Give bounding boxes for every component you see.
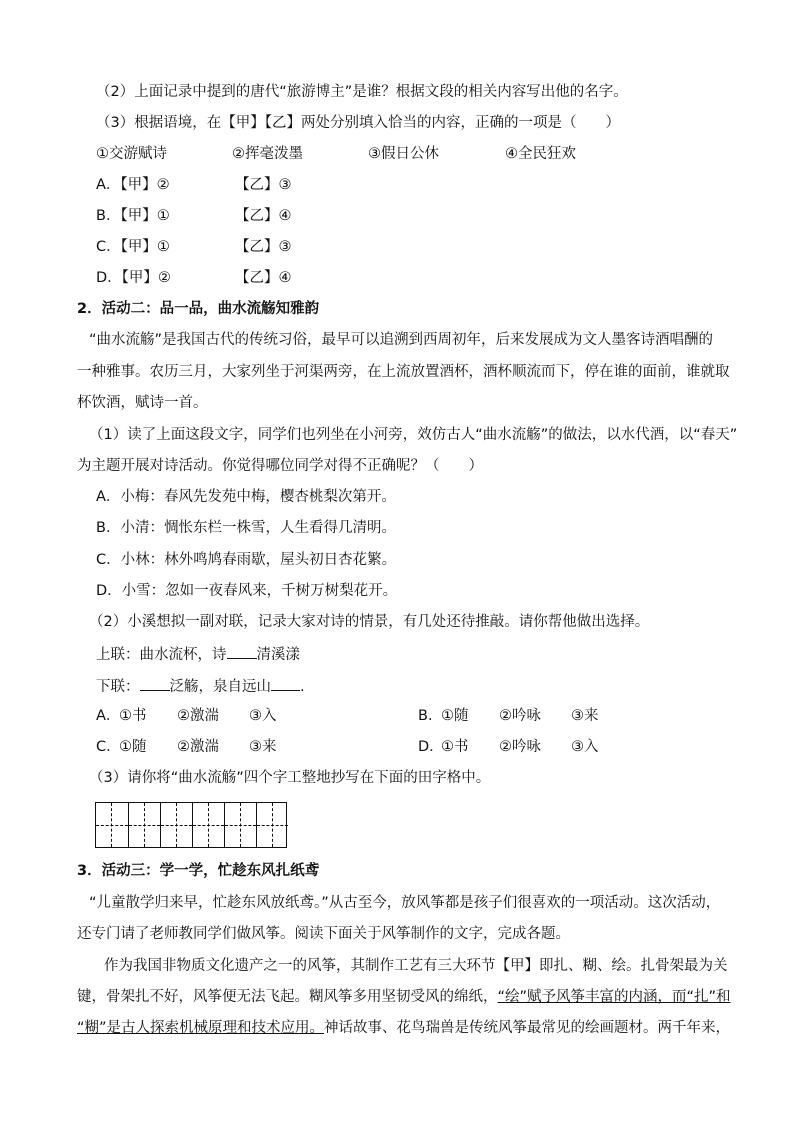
q3-intro-line-1: “儿童散学归来早，忙趁东风放纸鸢。”从古至今，放风筝都是孩子们很喜欢的一项活动。这次活动， — [89, 895, 721, 911]
q1-choice-3: ③假日公休 — [368, 146, 439, 162]
q3-passage-line-2-text: 键，骨架扎不好，风筝便无法飞起。糊风筝多用坚韧受风的绵纸， — [77, 989, 498, 1005]
q2-sub2-option-d-2: ②吟咏 — [499, 739, 541, 755]
q2-sub2-option-d-label[interactable]: D． — [418, 739, 444, 755]
q3-intro-line-2: 还专门请了老师教同学们做风筝。阅读下面关于风筝制作的文字，完成各题。 — [77, 926, 570, 942]
tianzige-cell[interactable] — [160, 803, 192, 847]
q2-sub3-text: （3）请你将“曲水流觞”四个字工整地抄写在下面的田字格中。 — [89, 770, 491, 786]
q2-para-line-1: “曲水流觞”是我国古代的传统习俗，最早可以追溯到西周初年，后来发展成为文人墨客诗酒唱酬的 — [89, 332, 714, 348]
tianzige-cell[interactable] — [224, 803, 256, 847]
q1-sub3-text: （3）根据语境，在【甲】【乙】两处分别填入恰当的内容，正确的一项是（ ） — [96, 115, 620, 131]
q2-sub1-option-b[interactable]: B．小清：惆怅东栏一株雪，人生看得几清明。 — [96, 520, 396, 536]
q1-option-b-yi: 【乙】④ — [235, 208, 292, 224]
q1-option-c-jia[interactable]: C．【甲】① — [96, 239, 170, 255]
q2-sub2-option-c-1: ①随 — [119, 739, 147, 755]
q1-choice-2: ②挥毫泼墨 — [232, 146, 303, 162]
tianzige-grid[interactable] — [95, 802, 287, 848]
q2-sub1-option-c[interactable]: C．小林：林外鸣鸠春雨歇，屋头初日杏花繁。 — [96, 552, 397, 568]
q2-sub2-option-a-1: ①书 — [119, 708, 147, 724]
q3-passage-line-3 — [77, 1018, 730, 1038]
q2-sub2-option-b-3: ③来 — [571, 708, 599, 724]
q2-sub2-option-a-label[interactable]: A． — [96, 708, 121, 724]
q2-sub1-line-2: 为主题开展对诗活动。你觉得哪位同学对得不正确呢？（ ） — [77, 458, 483, 474]
q2-sub1-option-a[interactable]: A．小梅：春风先发苑中梅，樱杏桃梨次第开。 — [96, 489, 396, 505]
q1-option-a-yi: 【乙】③ — [235, 177, 292, 193]
tianzige-cell[interactable] — [128, 803, 160, 847]
q1-choice-4: ④全民狂欢 — [505, 146, 576, 162]
q3-passage-line-3-text: 神话故事、花鸟瑞兽是传统风筝最常见的绘画题材。两千年来， — [324, 1020, 731, 1036]
couplet-upper-text-b: 清溪漾 — [256, 647, 300, 663]
couplet-lower-text-a: 下联： — [96, 679, 140, 695]
q2-sub2-option-d-3: ③入 — [571, 739, 599, 755]
q3-passage-line-2 — [77, 987, 731, 1007]
q2-sub2-option-d-1: ①书 — [441, 739, 469, 755]
q1-option-d-jia[interactable]: D．【甲】② — [96, 270, 171, 286]
tianzige-cell[interactable] — [96, 803, 128, 847]
couplet-lower-text-c: . — [300, 679, 305, 695]
q1-option-d-yi: 【乙】④ — [235, 270, 292, 286]
couplet-lower — [96, 675, 305, 697]
q3-passage-line-1: 作为我国非物质文化遗产之一的风筝，其制作工艺有三大环节【甲】即扎、糊、绘。扎骨架最为关 — [104, 958, 728, 974]
q1-option-c-yi: 【乙】③ — [235, 239, 292, 255]
q3-underlined-sentence-part-1: “绘”赋予风筝丰富的内涵，而“扎”和 — [497, 989, 731, 1005]
q2-sub2-option-c-2: ②激湍 — [177, 739, 219, 755]
q1-option-a-jia[interactable]: A．【甲】② — [96, 177, 170, 193]
couplet-upper-blank — [227, 643, 257, 659]
q2-sub1-line-1: （1）读了上面这段文字，同学们也列坐在小河旁，效仿古人“曲水流觞”的做法，以水代酒，以“春天” — [89, 427, 738, 443]
q2-sub2-option-b-2: ②吟咏 — [499, 708, 541, 724]
q2-sub2-option-b-1: ①随 — [441, 708, 469, 724]
couplet-lower-text-b: 泛觞，泉自远山 — [169, 679, 271, 695]
q2-sub2-option-c-3: ③来 — [249, 739, 277, 755]
q2-sub2-option-b-label[interactable]: B． — [418, 708, 443, 724]
q2-sub2-option-a-2: ②激湍 — [177, 708, 219, 724]
tianzige-cell[interactable] — [256, 803, 288, 847]
q3-title: 3．活动三：学一学，忙趁东风扎纸鸢 — [77, 863, 320, 879]
couplet-lower-blank-2 — [271, 675, 300, 691]
q1-sub2-text: （2）上面记录中提到的唐代“旅游博主”是谁？根据文段的相关内容写出他的名字。 — [96, 84, 628, 100]
couplet-upper — [96, 643, 300, 665]
q1-option-b-jia[interactable]: B．【甲】① — [96, 208, 170, 224]
q2-para-line-3: 杯饮酒，赋诗一首。 — [77, 395, 208, 411]
q2-sub2-text: （2）小溪想拟一副对联，记录大家对诗的情景，有几处还待推敲。请你帮他做出选择。 — [89, 614, 650, 630]
couplet-upper-text-a: 上联：曲水流杯，诗 — [96, 647, 227, 663]
q2-title: 2．活动二：品一品，曲水流觞知雅韵 — [77, 301, 320, 317]
q3-underlined-sentence-part-2: “糊”是古人探索机械原理和技术应用。 — [77, 1020, 325, 1036]
q2-sub2-option-c-label[interactable]: C． — [96, 739, 121, 755]
q2-sub2-option-a-3: ③入 — [249, 708, 277, 724]
couplet-lower-blank-1 — [140, 675, 170, 691]
q2-para-line-2: 一种雅事。农历三月，大家列坐于河渠两旁，在上流放置酒杯，酒杯顺流而下，停在谁的面前，谁就取 — [77, 364, 730, 380]
q1-choice-1: ①交游赋诗 — [96, 146, 167, 162]
tianzige-cell[interactable] — [192, 803, 224, 847]
q2-sub1-option-d[interactable]: D．小雪：忽如一夜春风来，千树万树梨花开。 — [96, 583, 398, 599]
